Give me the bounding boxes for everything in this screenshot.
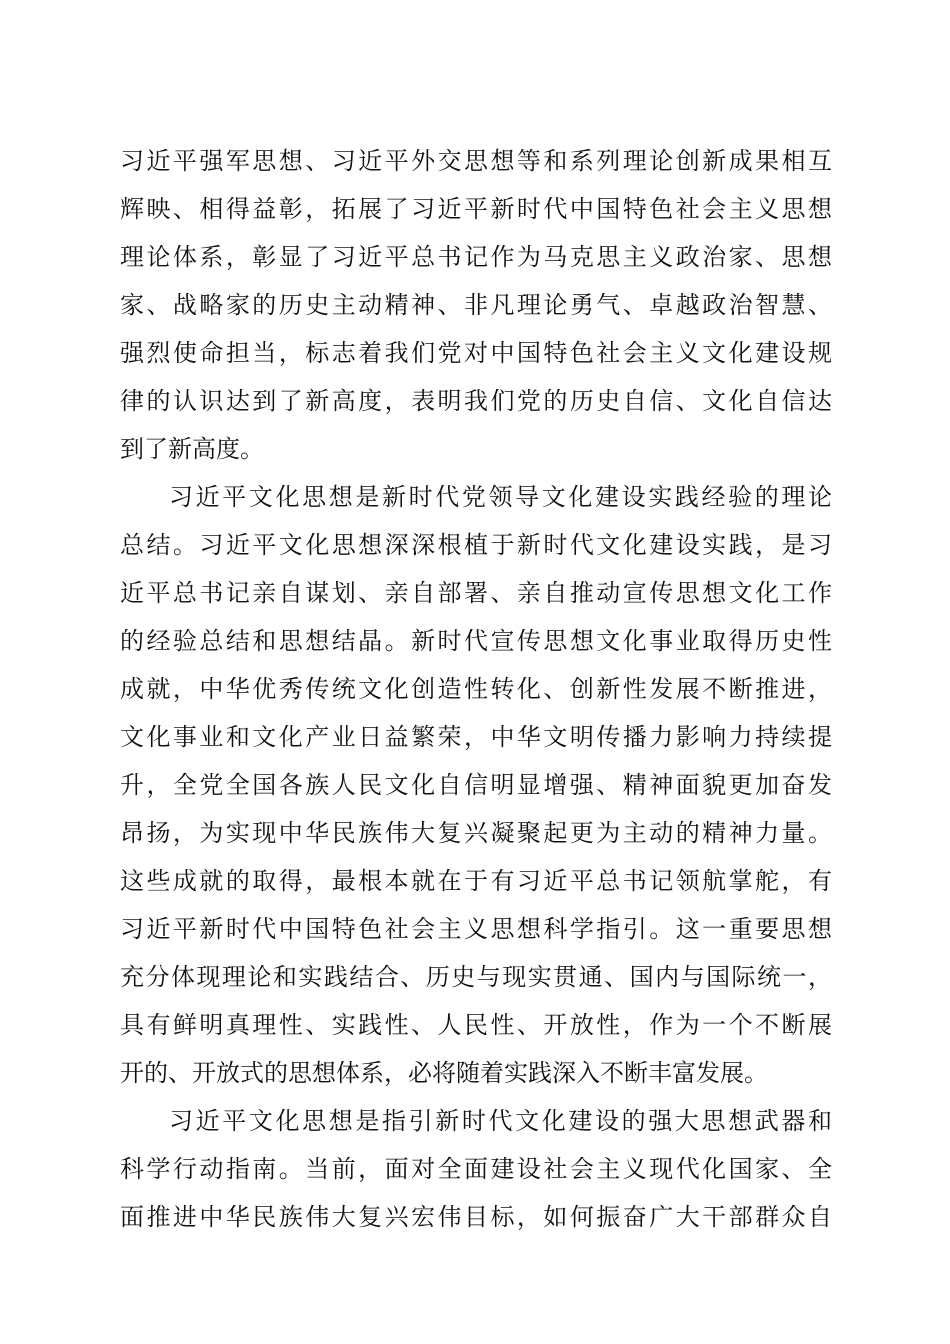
paragraph-2-line-12: 具有鲜明真理性、实践性、人民性、开放性，作为一个不断展: [120, 1011, 832, 1039]
paragraph-1-line-3: 理论体系，彰显了习近平总书记作为马克思主义政治家、思想: [120, 243, 832, 271]
paragraph-1-line-5: 强烈使命担当，标志着我们党对中国特色社会主义文化建设规: [120, 339, 832, 367]
paragraph-2-line-4: 的经验总结和思想结晶。新时代宣传思想文化事业取得历史性: [120, 627, 832, 655]
paragraph-2-line-13: 开的、开放式的思想体系，必将随着实践深入不断丰富发展。: [120, 1059, 768, 1087]
paragraph-1-line-2: 辉映、相得益彰，拓展了习近平新时代中国特色社会主义思想: [120, 195, 832, 223]
paragraph-2-line-10: 习近平新时代中国特色社会主义思想科学指引。这一重要思想: [120, 915, 832, 943]
paragraph-2-line-5: 成就，中华优秀传统文化创造性转化、创新性发展不断推进，: [120, 675, 832, 703]
paragraph-1-line-7: 到了新高度。: [120, 435, 264, 463]
paragraph-1-line-6: 律的认识达到了新高度，表明我们党的历史自信、文化自信达: [120, 387, 832, 415]
paragraph-1-line-4: 家、战略家的历史主动精神、非凡理论勇气、卓越政治智慧、: [120, 291, 832, 319]
paragraph-3-line-2: 科学行动指南。当前，面对全面建设社会主义现代化国家、全: [120, 1155, 832, 1183]
paragraph-3-line-3: 面推进中华民族伟大复兴宏伟目标，如何振奋广大干部群众自: [120, 1203, 832, 1231]
paragraph-2-line-6: 文化事业和文化产业日益繁荣，中华文明传播力影响力持续提: [120, 723, 832, 751]
paragraph-2-line-9: 这些成就的取得，最根本就在于有习近平总书记领航掌舵，有: [120, 867, 832, 895]
paragraph-2-line-1: 习近平文化思想是新时代党领导文化建设实践经验的理论: [169, 483, 832, 511]
paragraph-2-line-8: 昂扬，为实现中华民族伟大复兴凝聚起更为主动的精神力量。: [120, 819, 832, 847]
paragraph-1-line-1: 习近平强军思想、习近平外交思想等和系列理论创新成果相互: [120, 147, 832, 175]
paragraph-2-line-3: 近平总书记亲自谋划、亲自部署、亲自推动宣传思想文化工作: [120, 579, 832, 607]
paragraph-2-line-11: 充分体现理论和实践结合、历史与现实贯通、国内与国际统一，: [120, 963, 832, 991]
paragraph-2-line-2: 总结。习近平文化思想深深根植于新时代文化建设实践，是习: [120, 531, 832, 559]
paragraph-3-line-1: 习近平文化思想是指引新时代文化建设的强大思想武器和: [169, 1107, 832, 1135]
paragraph-2-line-7: 升，全党全国各族人民文化自信明显增强、精神面貌更加奋发: [120, 771, 832, 799]
